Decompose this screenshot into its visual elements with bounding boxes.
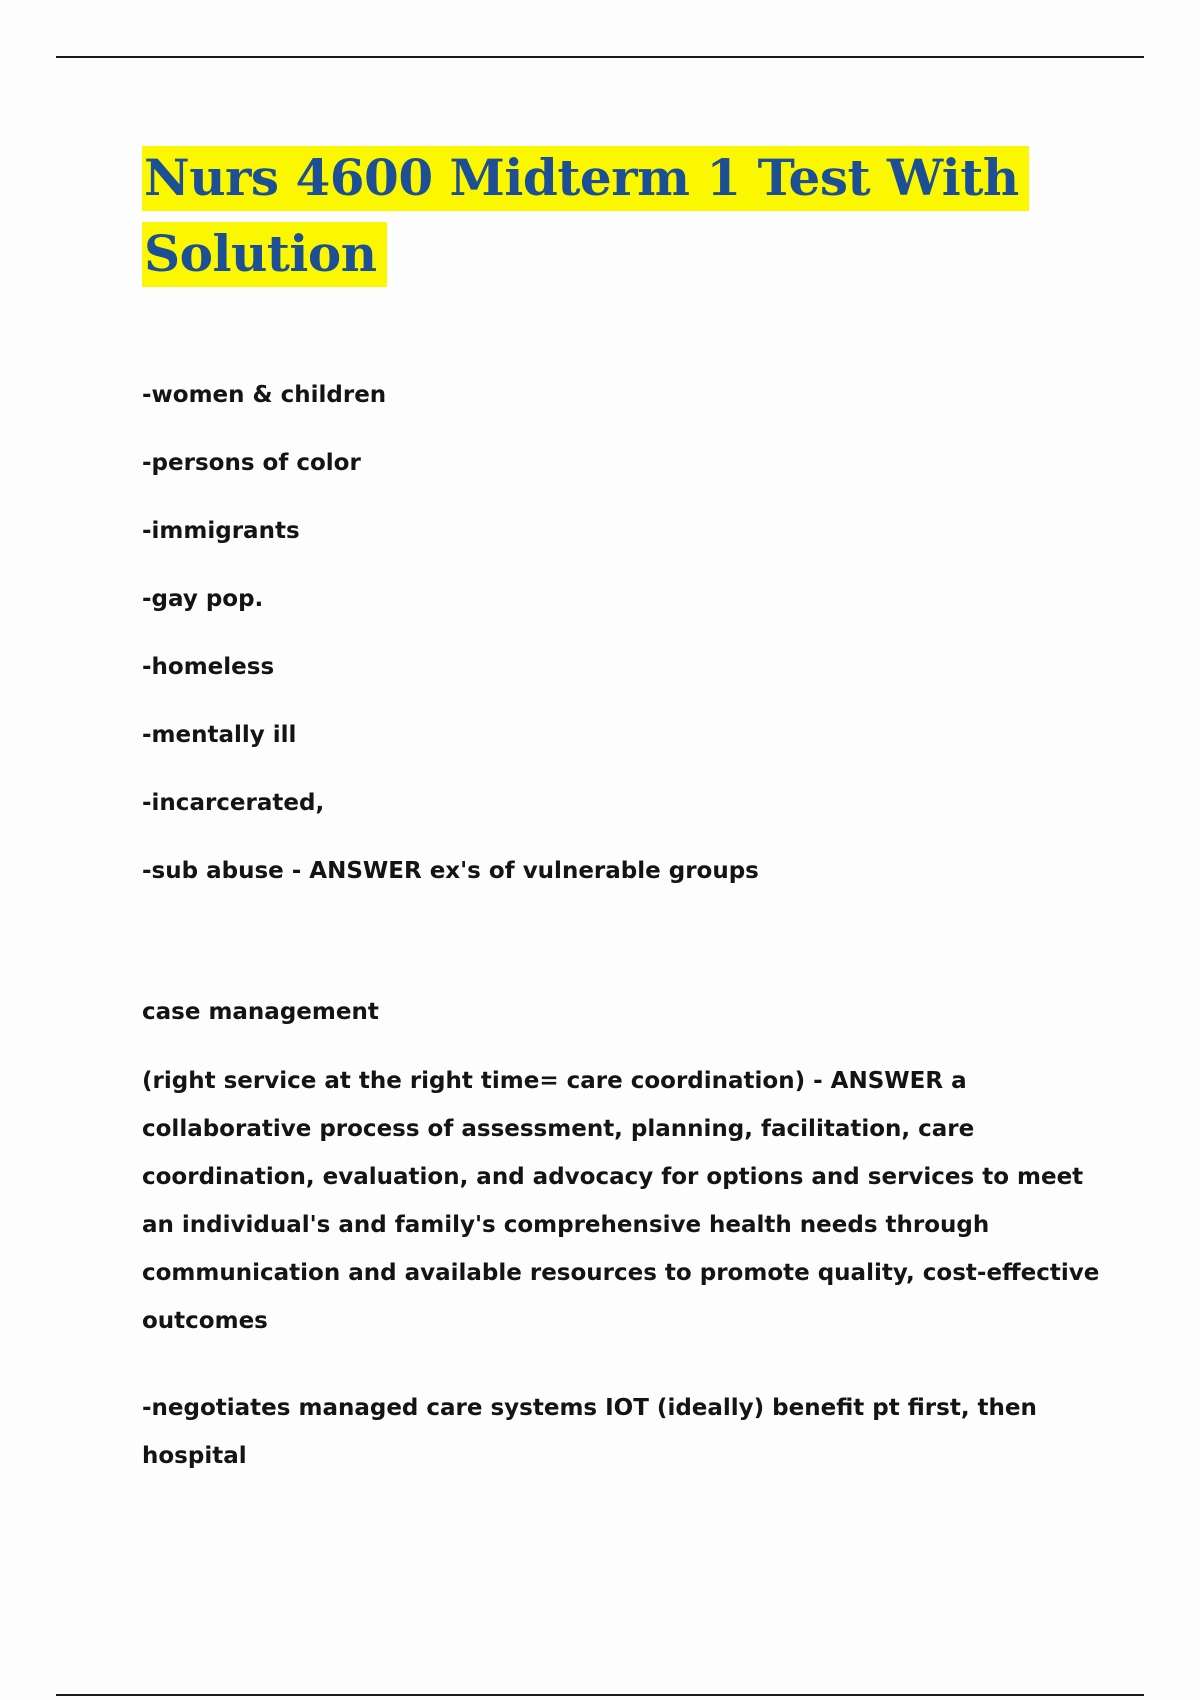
top-rule [56,56,1144,58]
list-item: -sub abuse - ANSWER ex's of vulnerable groups [142,858,759,884]
negotiates-line: -negotiates managed care systems IOT (ideally) benefit pt first, then hospital [142,1395,1037,1469]
title-block [142,140,1102,292]
list-item: -gay pop. [142,586,264,612]
case-management-term: case management [142,999,379,1025]
document-title-text: Nurs 4600 Midterm 1 Test With Solution [142,146,1029,287]
list-item: -immigrants [142,518,300,544]
list-item: -incarcerated, [142,790,325,816]
list-item: -persons of color [142,450,361,476]
list-item: -women & children [142,382,387,408]
case-management-definition: (right service at the right time= care coordination) - ANSWER a collaborative process of assessment, planning, facilitation, care coordination, evaluation, and advocacy for options and services to meet an individual's and family's comprehensive health needs through communication and available resources to promote quality, cost-effective outcomes [142,1068,1100,1334]
bottom-rule [56,1694,1144,1696]
list-item: -mentally ill [142,722,297,748]
list-item: -homeless [142,654,275,680]
vulnerable-groups-list [142,380,1102,924]
document-title [142,140,1102,292]
